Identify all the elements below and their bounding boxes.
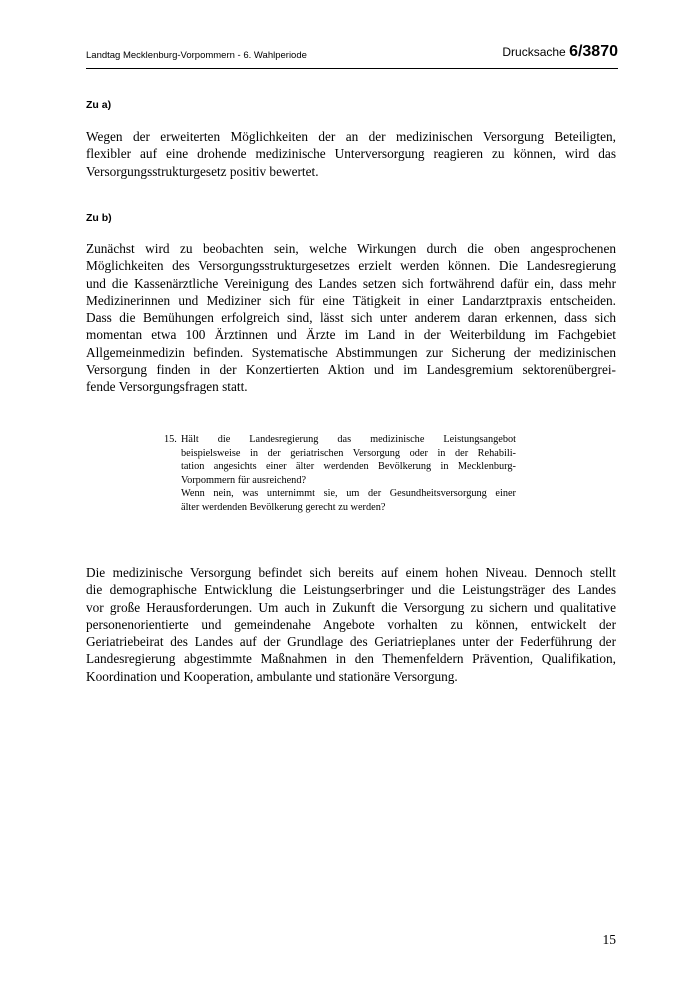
- text-line: Medizinerinnen und Mediziner sich für eine Tätigkeit in einer Landarztpraxis entscheiden.: [86, 292, 616, 308]
- text-line: die demographische Entwicklung die Leistungserbringer und die Leistungsträger des Landes: [86, 582, 616, 598]
- question-number: 15.: [164, 434, 177, 445]
- header-doc-label: Drucksache: [502, 45, 566, 59]
- text-line: vor große Herausforderungen. Um auch in Zukunft die Versorgung zu sichern und qualitative: [86, 599, 616, 615]
- text-line: Versorgung finden in der Konzertierten Aktion und im Landesgremium sektorenübergrei-: [86, 362, 616, 378]
- heading-zu-a: Zu a): [86, 99, 112, 111]
- text-line: Geriatriebeirat des Landes auf der Grundlage des Geriatrieplanes unter der Federführung der: [86, 634, 616, 650]
- text-line: Vorpommern für ausreichend?: [181, 474, 307, 486]
- text-line: Hält die Landesregierung das medizinische Leistungsangebot: [181, 434, 516, 445]
- page-number: 15: [602, 932, 616, 947]
- paragraph-zu-a: [86, 128, 616, 180]
- header-divider: [86, 68, 618, 69]
- text-line: Zunächst wird zu beobachten sein, welche Wirkungen durch die oben angesprochenen: [86, 241, 616, 256]
- text-line: Wegen der erweiterten Möglichkeiten der an der medizinischen Versorgung Beteiligten,: [86, 129, 616, 144]
- text-line: Die medizinische Versorgung befindet sich bereits auf einem hohen Niveau. Dennoch stellt: [86, 565, 616, 580]
- text-line: älter werdenden Bevölkerung gerecht zu werden?: [181, 501, 386, 513]
- text-line: fende Versorgungsfragen statt.: [86, 379, 248, 395]
- text-line: Koordination und Kooperation, ambulante und stationäre Versorgung.: [86, 668, 458, 684]
- text-line: beispielsweise in der geriatrischen Versorgung oder in der Rehabili-: [181, 447, 516, 459]
- text-line: Dass die Bemühungen erfolgreich sind, lässt sich unter anderem daran erkennen, dass sich: [86, 310, 616, 326]
- paragraph-zu-b: [86, 240, 616, 396]
- text-line: personenorientierte und gemeindenahe Angebote vorhalten zu können, entwickelt der: [86, 616, 616, 632]
- text-line: momentan etwa 100 Ärztinnen und Ärzte im Land in der Weiterbildung im Fachgebiet: [86, 327, 616, 343]
- header-doc-number: 6/3870: [569, 43, 618, 60]
- header-parliament-label: Landtag Mecklenburg-Vorpommern - 6. Wahlperiode: [86, 50, 307, 61]
- text-line: Wenn nein, was unternimmt sie, um der Gesundheitsversorgung einer: [181, 488, 516, 499]
- text-line: Versorgungsstrukturgesetz positiv bewertet.: [86, 163, 319, 179]
- text-line: Möglichkeiten des Versorgungsstrukturgesetzes erzielt werden können. Die Landesregierung: [86, 258, 616, 274]
- text-line: tation angesichts einer älter werdenden Bevölkerung in Mecklenburg-: [181, 461, 516, 472]
- text-line: Landesregierung abgestimmte Maßnahmen in den Themenfeldern Prävention, Qualifikation,: [86, 651, 616, 667]
- text-line: Allgemeinmedizin befinden. Systematische Abstimmungen zur Sicherung der medizinischen: [86, 344, 616, 360]
- text-line: flexibler auf eine drohende medizinische Unterversorgung reagieren zu können, wird das: [86, 146, 616, 162]
- page-header: [86, 40, 618, 70]
- heading-zu-b: Zu b): [86, 212, 112, 224]
- paragraph-answer-15: [86, 564, 616, 685]
- question-15: [164, 433, 516, 514]
- text-line: und die Kassenärztliche Vereinigung des Landes setzen sich fortwährend dafür ein, dass mehr: [86, 275, 616, 291]
- header-document-reference: [502, 43, 618, 61]
- question-text: [181, 433, 516, 514]
